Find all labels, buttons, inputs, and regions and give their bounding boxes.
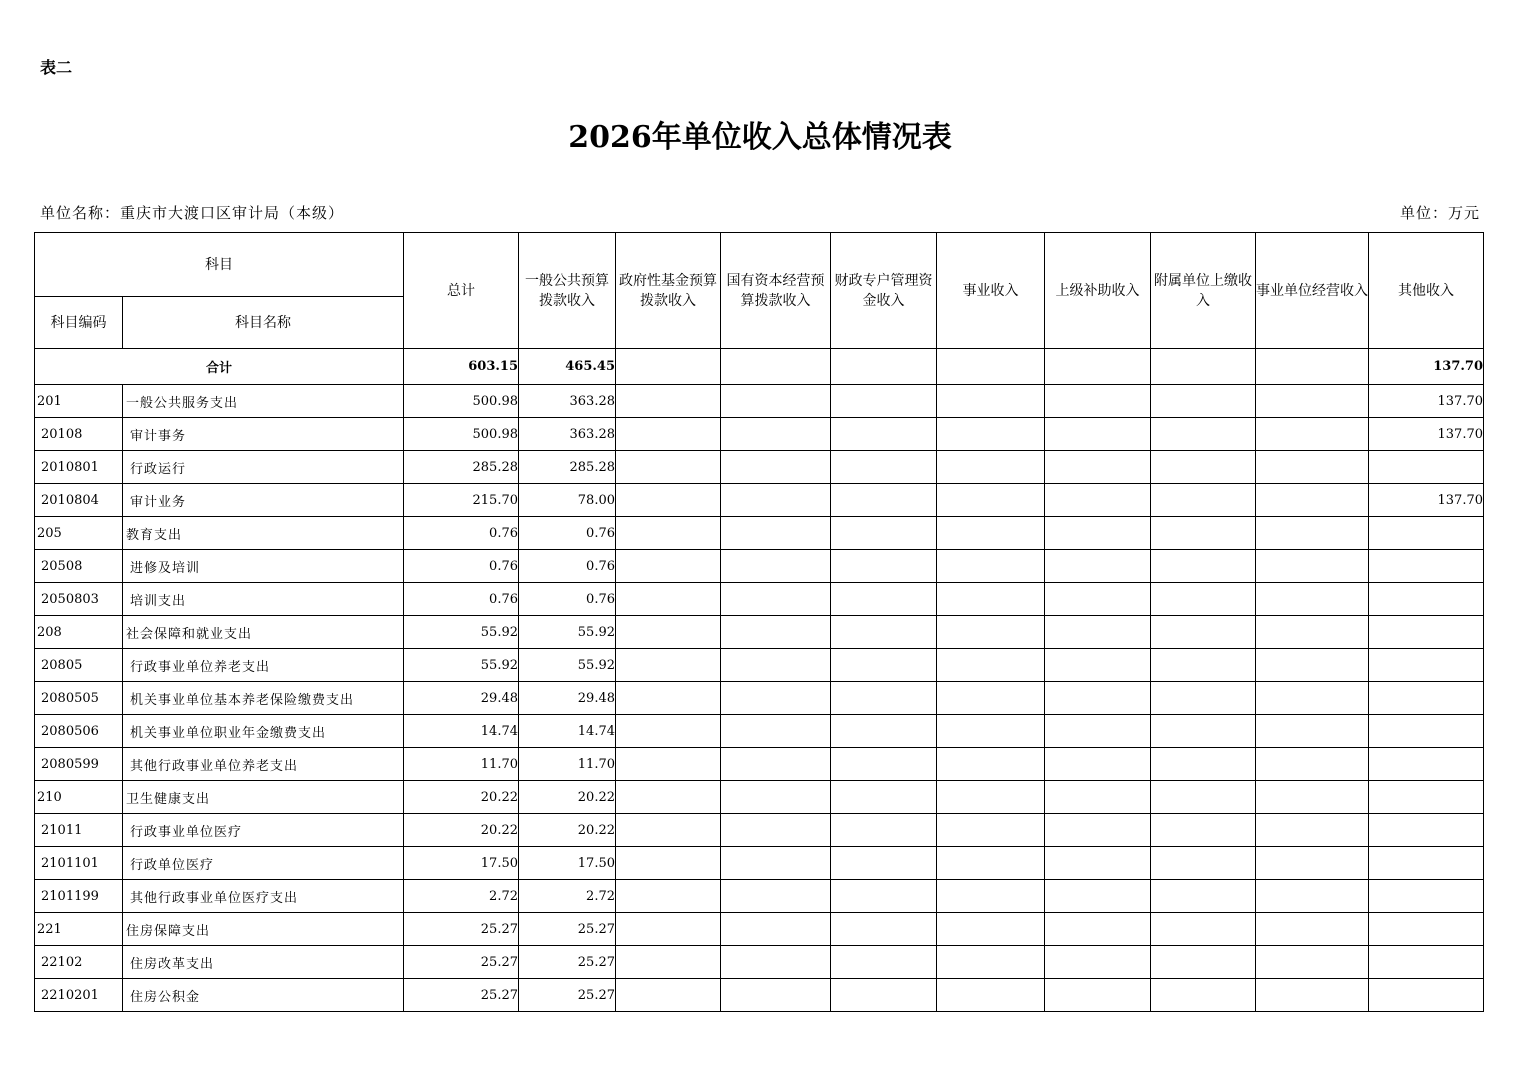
- cell-code: 221: [35, 913, 123, 946]
- cell-superior-subsidy: [1045, 781, 1151, 814]
- cell-special-account: [831, 682, 937, 715]
- cell-gov-fund: [616, 649, 721, 682]
- cell-special-account: [831, 616, 937, 649]
- cell-special-account: [831, 715, 937, 748]
- cell-code: 2050803: [35, 583, 123, 616]
- cell-other-income: [1369, 682, 1484, 715]
- header-subject-name: 科目名称: [123, 297, 404, 349]
- cell-state-capital: [721, 748, 831, 781]
- cell-other-income: [1369, 583, 1484, 616]
- cell-code: 22102: [35, 946, 123, 979]
- cell-operating-income: [1256, 517, 1369, 550]
- cell-gov-fund: [616, 418, 721, 451]
- header-business-income: 事业收入: [937, 233, 1045, 349]
- cell-general-budget: 17.50: [519, 847, 616, 880]
- total-row: [35, 349, 1484, 385]
- header-gov-fund: 政府性基金预算拨款收入: [616, 233, 721, 349]
- cell-total: 17.50: [404, 847, 519, 880]
- cell-affiliated-payment: [1151, 880, 1256, 913]
- cell-name: 行政事业单位医疗: [123, 814, 404, 847]
- cell-superior-subsidy: [1045, 484, 1151, 517]
- cell-general-budget: 78.00: [519, 484, 616, 517]
- cell-total: 14.74: [404, 715, 519, 748]
- cell-affiliated-payment: [1151, 814, 1256, 847]
- cell-other-income: [1369, 649, 1484, 682]
- cell-name: 行政运行: [123, 451, 404, 484]
- cell-superior-subsidy: [1045, 649, 1151, 682]
- cell-total: 0.76: [404, 550, 519, 583]
- table-row: [35, 616, 1484, 649]
- cell-operating-income: [1256, 616, 1369, 649]
- table-row: [35, 682, 1484, 715]
- cell-total: 25.27: [404, 913, 519, 946]
- unit-name: 单位名称：重庆市大渡口区审计局（本级）: [40, 204, 345, 222]
- cell-code: 208: [35, 616, 123, 649]
- cell-affiliated-payment: [1151, 847, 1256, 880]
- cell-business-income: [937, 814, 1045, 847]
- cell-general-budget: 363.28: [519, 418, 616, 451]
- cell-superior-subsidy: [1045, 616, 1151, 649]
- cell-code: 2010804: [35, 484, 123, 517]
- total-cell-total: 603.15: [404, 349, 519, 385]
- table-row: [35, 583, 1484, 616]
- cell-operating-income: [1256, 847, 1369, 880]
- cell-business-income: [937, 484, 1045, 517]
- cell-name: 行政单位医疗: [123, 847, 404, 880]
- cell-operating-income: [1256, 814, 1369, 847]
- cell-gov-fund: [616, 385, 721, 418]
- cell-business-income: [937, 451, 1045, 484]
- header-total: 总计: [404, 233, 519, 349]
- income-table: [34, 232, 1484, 1012]
- cell-total: 285.28: [404, 451, 519, 484]
- cell-operating-income: [1256, 781, 1369, 814]
- cell-affiliated-payment: [1151, 616, 1256, 649]
- cell-superior-subsidy: [1045, 682, 1151, 715]
- cell-affiliated-payment: [1151, 418, 1256, 451]
- total-cell-business-income: [937, 349, 1045, 385]
- cell-special-account: [831, 748, 937, 781]
- cell-code: 2101101: [35, 847, 123, 880]
- header-state-capital: 国有资本经营预算拨款收入: [721, 233, 831, 349]
- cell-affiliated-payment: [1151, 682, 1256, 715]
- cell-name: 审计事务: [123, 418, 404, 451]
- cell-state-capital: [721, 451, 831, 484]
- cell-superior-subsidy: [1045, 550, 1151, 583]
- cell-name: 机关事业单位基本养老保险缴费支出: [123, 682, 404, 715]
- cell-other-income: [1369, 880, 1484, 913]
- cell-other-income: [1369, 979, 1484, 1012]
- cell-other-income: [1369, 847, 1484, 880]
- cell-business-income: [937, 418, 1045, 451]
- table-row: [35, 781, 1484, 814]
- cell-business-income: [937, 913, 1045, 946]
- cell-affiliated-payment: [1151, 913, 1256, 946]
- cell-name: 卫生健康支出: [123, 781, 404, 814]
- cell-name: 其他行政事业单位医疗支出: [123, 880, 404, 913]
- cell-affiliated-payment: [1151, 979, 1256, 1012]
- cell-superior-subsidy: [1045, 979, 1151, 1012]
- cell-gov-fund: [616, 451, 721, 484]
- cell-other-income: [1369, 913, 1484, 946]
- cell-other-income: [1369, 715, 1484, 748]
- cell-gov-fund: [616, 517, 721, 550]
- cell-general-budget: 285.28: [519, 451, 616, 484]
- cell-superior-subsidy: [1045, 385, 1151, 418]
- cell-state-capital: [721, 616, 831, 649]
- cell-state-capital: [721, 418, 831, 451]
- cell-special-account: [831, 418, 937, 451]
- cell-business-income: [937, 385, 1045, 418]
- cell-state-capital: [721, 517, 831, 550]
- cell-name: 住房改革支出: [123, 946, 404, 979]
- total-label: 合计: [35, 349, 404, 385]
- cell-superior-subsidy: [1045, 748, 1151, 781]
- cell-general-budget: 29.48: [519, 682, 616, 715]
- table-row: [35, 748, 1484, 781]
- cell-total: 55.92: [404, 616, 519, 649]
- cell-code: 2080599: [35, 748, 123, 781]
- cell-special-account: [831, 946, 937, 979]
- cell-gov-fund: [616, 550, 721, 583]
- cell-other-income: 137.70: [1369, 484, 1484, 517]
- cell-general-budget: 363.28: [519, 385, 616, 418]
- cell-superior-subsidy: [1045, 847, 1151, 880]
- cell-superior-subsidy: [1045, 715, 1151, 748]
- cell-superior-subsidy: [1045, 814, 1151, 847]
- cell-other-income: 137.70: [1369, 385, 1484, 418]
- cell-code: 2080506: [35, 715, 123, 748]
- cell-state-capital: [721, 979, 831, 1012]
- cell-special-account: [831, 583, 937, 616]
- header-general-budget: 一般公共预算拨款收入: [519, 233, 616, 349]
- page-title: 2026年单位收入总体情况表: [568, 120, 952, 155]
- cell-special-account: [831, 550, 937, 583]
- cell-gov-fund: [616, 847, 721, 880]
- cell-general-budget: 20.22: [519, 814, 616, 847]
- cell-operating-income: [1256, 484, 1369, 517]
- cell-superior-subsidy: [1045, 880, 1151, 913]
- cell-total: 55.92: [404, 649, 519, 682]
- cell-business-income: [937, 616, 1045, 649]
- cell-special-account: [831, 781, 937, 814]
- cell-state-capital: [721, 649, 831, 682]
- cell-general-budget: 55.92: [519, 649, 616, 682]
- header-other-income: 其他收入: [1369, 233, 1484, 349]
- total-cell-gov-fund: [616, 349, 721, 385]
- cell-total: 29.48: [404, 682, 519, 715]
- cell-affiliated-payment: [1151, 451, 1256, 484]
- cell-operating-income: [1256, 913, 1369, 946]
- cell-special-account: [831, 979, 937, 1012]
- header-operating-income: 事业单位经营收入: [1256, 233, 1369, 349]
- cell-name: 住房公积金: [123, 979, 404, 1012]
- cell-gov-fund: [616, 682, 721, 715]
- cell-gov-fund: [616, 946, 721, 979]
- cell-general-budget: 25.27: [519, 946, 616, 979]
- cell-affiliated-payment: [1151, 484, 1256, 517]
- cell-business-income: [937, 682, 1045, 715]
- cell-operating-income: [1256, 385, 1369, 418]
- cell-special-account: [831, 913, 937, 946]
- total-cell-superior-subsidy: [1045, 349, 1151, 385]
- cell-operating-income: [1256, 715, 1369, 748]
- cell-superior-subsidy: [1045, 451, 1151, 484]
- cell-affiliated-payment: [1151, 946, 1256, 979]
- header-subject-code: 科目编码: [35, 297, 123, 349]
- cell-affiliated-payment: [1151, 748, 1256, 781]
- cell-total: 2.72: [404, 880, 519, 913]
- header-affiliated-payment: 附属单位上缴收入: [1151, 233, 1256, 349]
- header-special-account: 财政专户管理资金收入: [831, 233, 937, 349]
- cell-special-account: [831, 649, 937, 682]
- cell-state-capital: [721, 484, 831, 517]
- cell-operating-income: [1256, 550, 1369, 583]
- table-row: [35, 550, 1484, 583]
- cell-other-income: 137.70: [1369, 418, 1484, 451]
- cell-total: 0.76: [404, 583, 519, 616]
- cell-general-budget: 14.74: [519, 715, 616, 748]
- cell-general-budget: 2.72: [519, 880, 616, 913]
- table-row: [35, 946, 1484, 979]
- cell-state-capital: [721, 814, 831, 847]
- cell-business-income: [937, 781, 1045, 814]
- cell-gov-fund: [616, 781, 721, 814]
- table-row: [35, 418, 1484, 451]
- table-row: [35, 649, 1484, 682]
- cell-business-income: [937, 880, 1045, 913]
- table-row: [35, 715, 1484, 748]
- cell-business-income: [937, 550, 1045, 583]
- cell-other-income: [1369, 748, 1484, 781]
- cell-state-capital: [721, 385, 831, 418]
- cell-code: 2210201: [35, 979, 123, 1012]
- cell-affiliated-payment: [1151, 583, 1256, 616]
- cell-affiliated-payment: [1151, 781, 1256, 814]
- cell-code: 20805: [35, 649, 123, 682]
- cell-operating-income: [1256, 946, 1369, 979]
- total-cell-other-income: 137.70: [1369, 349, 1484, 385]
- cell-operating-income: [1256, 451, 1369, 484]
- cell-general-budget: 25.27: [519, 913, 616, 946]
- total-cell-special-account: [831, 349, 937, 385]
- cell-other-income: [1369, 451, 1484, 484]
- cell-business-income: [937, 748, 1045, 781]
- cell-name: 进修及培训: [123, 550, 404, 583]
- cell-other-income: [1369, 946, 1484, 979]
- cell-operating-income: [1256, 583, 1369, 616]
- cell-business-income: [937, 517, 1045, 550]
- cell-state-capital: [721, 880, 831, 913]
- cell-total: 11.70: [404, 748, 519, 781]
- table-row: [35, 847, 1484, 880]
- cell-general-budget: 25.27: [519, 979, 616, 1012]
- cell-business-income: [937, 715, 1045, 748]
- cell-name: 一般公共服务支出: [123, 385, 404, 418]
- cell-affiliated-payment: [1151, 385, 1256, 418]
- cell-code: 2101199: [35, 880, 123, 913]
- cell-state-capital: [721, 847, 831, 880]
- cell-gov-fund: [616, 814, 721, 847]
- cell-code: 201: [35, 385, 123, 418]
- header-subject: 科目: [35, 233, 404, 297]
- cell-general-budget: 0.76: [519, 550, 616, 583]
- cell-state-capital: [721, 682, 831, 715]
- table-row: [35, 880, 1484, 913]
- cell-gov-fund: [616, 484, 721, 517]
- cell-general-budget: 0.76: [519, 517, 616, 550]
- cell-special-account: [831, 484, 937, 517]
- cell-superior-subsidy: [1045, 946, 1151, 979]
- table-row: [35, 517, 1484, 550]
- cell-code: 20508: [35, 550, 123, 583]
- cell-name: 行政事业单位养老支出: [123, 649, 404, 682]
- cell-total: 25.27: [404, 979, 519, 1012]
- cell-other-income: [1369, 781, 1484, 814]
- cell-special-account: [831, 385, 937, 418]
- cell-superior-subsidy: [1045, 583, 1151, 616]
- total-cell-state-capital: [721, 349, 831, 385]
- cell-total: 20.22: [404, 781, 519, 814]
- cell-other-income: [1369, 550, 1484, 583]
- cell-state-capital: [721, 781, 831, 814]
- cell-total: 0.76: [404, 517, 519, 550]
- unit-label: 单位：万元: [1399, 204, 1480, 222]
- cell-operating-income: [1256, 979, 1369, 1012]
- cell-code: 21011: [35, 814, 123, 847]
- cell-total: 20.22: [404, 814, 519, 847]
- table-row: [35, 814, 1484, 847]
- cell-other-income: [1369, 814, 1484, 847]
- cell-general-budget: 11.70: [519, 748, 616, 781]
- cell-business-income: [937, 979, 1045, 1012]
- table-row: [35, 913, 1484, 946]
- cell-affiliated-payment: [1151, 649, 1256, 682]
- cell-name: 社会保障和就业支出: [123, 616, 404, 649]
- cell-special-account: [831, 814, 937, 847]
- table-row: [35, 451, 1484, 484]
- cell-operating-income: [1256, 748, 1369, 781]
- cell-total: 25.27: [404, 946, 519, 979]
- cell-gov-fund: [616, 748, 721, 781]
- total-cell-general-budget: 465.45: [519, 349, 616, 385]
- table-row: [35, 979, 1484, 1012]
- total-cell-affiliated-payment: [1151, 349, 1256, 385]
- cell-state-capital: [721, 913, 831, 946]
- cell-code: 205: [35, 517, 123, 550]
- cell-gov-fund: [616, 715, 721, 748]
- cell-gov-fund: [616, 583, 721, 616]
- cell-superior-subsidy: [1045, 913, 1151, 946]
- cell-operating-income: [1256, 418, 1369, 451]
- cell-name: 机关事业单位职业年金缴费支出: [123, 715, 404, 748]
- cell-operating-income: [1256, 682, 1369, 715]
- cell-business-income: [937, 649, 1045, 682]
- cell-code: 2080505: [35, 682, 123, 715]
- cell-name: 培训支出: [123, 583, 404, 616]
- cell-business-income: [937, 583, 1045, 616]
- cell-gov-fund: [616, 880, 721, 913]
- cell-name: 教育支出: [123, 517, 404, 550]
- cell-total: 215.70: [404, 484, 519, 517]
- cell-general-budget: 20.22: [519, 781, 616, 814]
- cell-name: 住房保障支出: [123, 913, 404, 946]
- cell-gov-fund: [616, 979, 721, 1012]
- cell-business-income: [937, 946, 1045, 979]
- cell-total: 500.98: [404, 418, 519, 451]
- table-row: [35, 385, 1484, 418]
- cell-affiliated-payment: [1151, 550, 1256, 583]
- total-cell-operating-income: [1256, 349, 1369, 385]
- cell-general-budget: 0.76: [519, 583, 616, 616]
- cell-affiliated-payment: [1151, 517, 1256, 550]
- cell-total: 500.98: [404, 385, 519, 418]
- cell-superior-subsidy: [1045, 517, 1151, 550]
- cell-superior-subsidy: [1045, 418, 1151, 451]
- cell-code: 210: [35, 781, 123, 814]
- cell-code: 20108: [35, 418, 123, 451]
- cell-other-income: [1369, 517, 1484, 550]
- cell-affiliated-payment: [1151, 715, 1256, 748]
- cell-gov-fund: [616, 913, 721, 946]
- cell-name: 审计业务: [123, 484, 404, 517]
- cell-name: 其他行政事业单位养老支出: [123, 748, 404, 781]
- cell-general-budget: 55.92: [519, 616, 616, 649]
- table-number: 表二: [40, 58, 73, 77]
- cell-gov-fund: [616, 616, 721, 649]
- cell-special-account: [831, 880, 937, 913]
- cell-operating-income: [1256, 880, 1369, 913]
- cell-state-capital: [721, 583, 831, 616]
- cell-other-income: [1369, 616, 1484, 649]
- cell-special-account: [831, 517, 937, 550]
- cell-state-capital: [721, 946, 831, 979]
- cell-state-capital: [721, 550, 831, 583]
- cell-operating-income: [1256, 649, 1369, 682]
- table-row: [35, 484, 1484, 517]
- cell-special-account: [831, 847, 937, 880]
- cell-state-capital: [721, 715, 831, 748]
- cell-special-account: [831, 451, 937, 484]
- cell-business-income: [937, 847, 1045, 880]
- header-superior-subsidy: 上级补助收入: [1045, 233, 1151, 349]
- cell-code: 2010801: [35, 451, 123, 484]
